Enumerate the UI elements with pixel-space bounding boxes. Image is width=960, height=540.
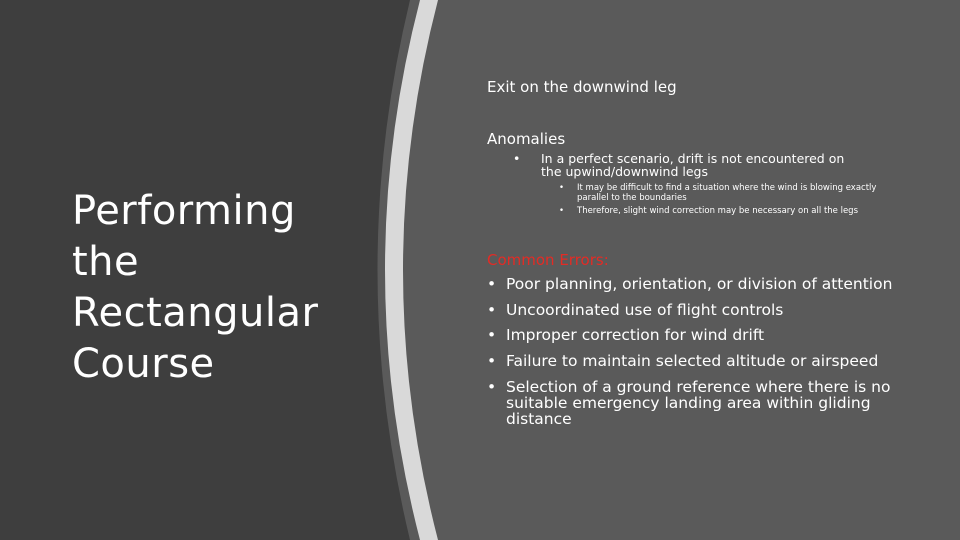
list-item (487, 302, 907, 318)
title-line: Rectangular (72, 290, 319, 336)
title-line: Performing (72, 188, 296, 234)
bullet: • (487, 275, 497, 293)
list-item-text: Poor planning, orientation, or division of attention (506, 275, 893, 293)
list-item-text: Failure to maintain selected altitude or airspeed (506, 352, 879, 371)
bullet: • (513, 151, 521, 166)
list-item (487, 276, 907, 292)
bullet: • (487, 352, 497, 371)
list-item (487, 327, 907, 343)
bullet: • (559, 206, 565, 216)
list-item-text: Selection of a ground reference where there is no suitable emergency landing area within gliding distance (506, 377, 891, 428)
anomalies-item (515, 152, 865, 178)
anomalies-subitem (559, 183, 899, 203)
exit-downwind-text: Exit on the downwind leg (487, 78, 677, 96)
anomalies-subitem-text: Therefore, slight wind correction may be necessary on all the legs (577, 206, 859, 216)
list-item (487, 379, 907, 427)
common-errors-list (487, 276, 907, 436)
bullet: • (559, 183, 565, 193)
bullet: • (487, 377, 497, 396)
common-errors-heading: Common Errors: (487, 251, 609, 269)
title-line: Course (72, 341, 215, 387)
anomalies-subitem-text: It may be difficult to find a situation where the wind is blowing exactly parallel to the boundaries (577, 183, 877, 203)
bullet: • (487, 300, 497, 319)
slide-title (72, 186, 372, 390)
title-line: the (72, 239, 140, 285)
list-item-text: Improper correction for wind drift (506, 326, 765, 345)
anomalies-subitem (559, 206, 899, 216)
bullet: • (487, 326, 497, 345)
list-item-text: Uncoordinated use of flight controls (506, 300, 784, 319)
anomalies-heading: Anomalies (487, 130, 566, 148)
list-item (487, 353, 907, 369)
anomalies-item-text: In a perfect scenario, drift is not encountered on the upwind/downwind legs (541, 151, 845, 179)
